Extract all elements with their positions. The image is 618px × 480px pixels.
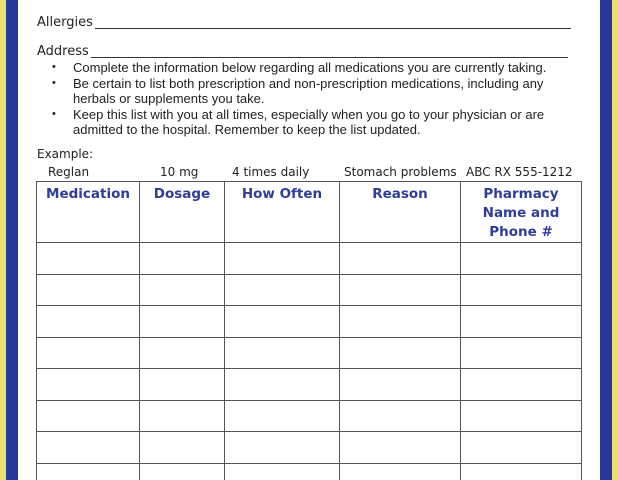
cell-dosage[interactable] <box>140 369 225 401</box>
header-dosage: Dosage <box>140 182 225 243</box>
example-dosage: 10 mg <box>160 165 199 179</box>
cell-medication[interactable] <box>37 400 140 432</box>
cell-dosage[interactable] <box>140 337 225 369</box>
example-medication: Reglan <box>48 165 90 179</box>
example-pharmacy: ABC RX 555-1212 <box>466 165 573 179</box>
example-reason: Stomach problems <box>344 165 457 179</box>
cell-medication[interactable] <box>37 337 140 369</box>
cell-how-often[interactable] <box>225 369 340 401</box>
cell-how-often[interactable] <box>225 243 340 275</box>
cell-dosage[interactable] <box>140 463 225 480</box>
cell-dosage[interactable] <box>140 400 225 432</box>
cell-how-often[interactable] <box>225 463 340 480</box>
instruction-text: Be certain to list both prescription and non-prescription medications, including any herbals or supplements you take. <box>73 75 544 106</box>
cell-medication[interactable] <box>37 432 140 464</box>
cell-how-often[interactable] <box>225 400 340 432</box>
table-row <box>37 274 582 306</box>
header-medication: Medication <box>37 182 140 243</box>
bullet-icon: • <box>52 107 56 120</box>
cell-medication[interactable] <box>37 463 140 480</box>
cell-how-often[interactable] <box>225 306 340 338</box>
table-row <box>37 243 582 275</box>
instruction-item <box>50 107 570 138</box>
cell-pharmacy[interactable] <box>461 243 582 275</box>
cell-reason[interactable] <box>340 432 461 464</box>
table-row <box>37 463 582 480</box>
cell-reason[interactable] <box>340 306 461 338</box>
cell-reason[interactable] <box>340 369 461 401</box>
cell-how-often[interactable] <box>225 337 340 369</box>
cell-how-often[interactable] <box>225 274 340 306</box>
cell-pharmacy[interactable] <box>461 463 582 480</box>
table-body <box>37 243 582 480</box>
cell-reason[interactable] <box>340 243 461 275</box>
example-how-often: 4 times daily <box>232 165 310 179</box>
cell-reason[interactable] <box>340 463 461 480</box>
cell-medication[interactable] <box>37 369 140 401</box>
bullet-icon: • <box>52 61 56 73</box>
address-label: Address <box>37 44 89 59</box>
address-line[interactable] <box>91 57 568 58</box>
instruction-item <box>50 76 570 107</box>
cell-dosage[interactable] <box>140 274 225 306</box>
instruction-list <box>50 60 570 138</box>
cell-medication[interactable] <box>37 243 140 275</box>
table-row <box>37 400 582 432</box>
cell-reason[interactable] <box>340 274 461 306</box>
table-row <box>37 306 582 338</box>
cell-medication[interactable] <box>37 306 140 338</box>
cell-dosage[interactable] <box>140 306 225 338</box>
cell-medication[interactable] <box>37 274 140 306</box>
table-row <box>37 369 582 401</box>
cell-pharmacy[interactable] <box>461 400 582 432</box>
cell-dosage[interactable] <box>140 432 225 464</box>
allergies-line[interactable] <box>95 28 571 29</box>
cell-pharmacy[interactable] <box>461 432 582 464</box>
table-header-row <box>37 182 582 243</box>
instruction-item <box>50 60 570 76</box>
cell-reason[interactable] <box>340 400 461 432</box>
cell-pharmacy[interactable] <box>461 369 582 401</box>
instruction-text: Keep this list with you at all times, especially when you go to your physician or are admitted to the hospital. Remember to keep the list updated. <box>73 106 545 137</box>
header-how-often: How Often <box>225 182 340 243</box>
table-row <box>37 432 582 464</box>
bullet-icon: • <box>52 76 56 89</box>
table-row <box>37 337 582 369</box>
allergies-label: Allergies <box>37 15 93 30</box>
cell-pharmacy[interactable] <box>461 337 582 369</box>
medication-form <box>18 0 600 480</box>
example-label: Example: <box>37 147 94 161</box>
medication-table <box>36 181 582 480</box>
header-pharmacy: Pharmacy Name and Phone # <box>461 182 582 243</box>
cell-pharmacy[interactable] <box>461 274 582 306</box>
header-reason: Reason <box>340 182 461 243</box>
cell-reason[interactable] <box>340 337 461 369</box>
instruction-text: Complete the information below regarding all medications you are currently taking. <box>73 60 547 75</box>
cell-how-often[interactable] <box>225 432 340 464</box>
cell-pharmacy[interactable] <box>461 306 582 338</box>
cell-dosage[interactable] <box>140 243 225 275</box>
